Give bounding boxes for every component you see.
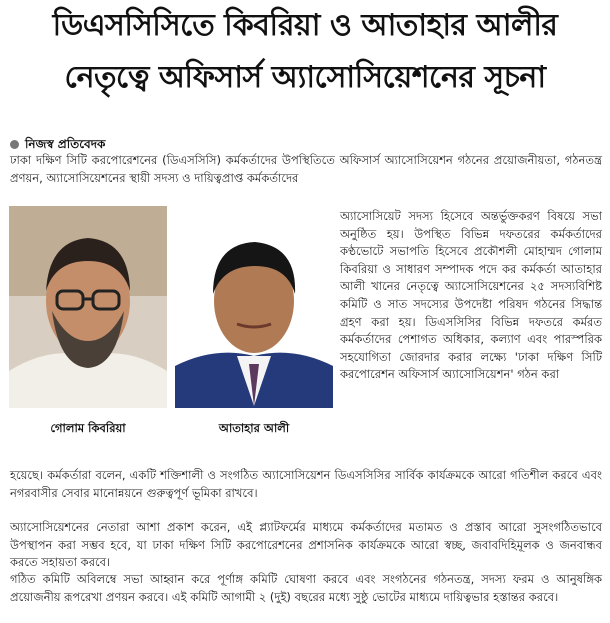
paragraph-intro: ঢাকা দক্ষিণ সিটি করপোরেশনের (ডিএসসিসি) কর্মকর্তাদের উপস্থিতিতে অফিসার্স অ্যাসোসিয়েশন গঠনের প্রয়োজনীয়তা, গঠনতন্ত্র প্রণয়ন, অ্যাসোসিয়েশনের স্থায়ী সদস্য ও দায়িত্বপ্রাপ্ত কর্মকর্তাদের <box>10 153 602 185</box>
paragraph-right-column: অ্যাসোসিয়েট সদস্য হিসেবে অন্তর্ভুক্তকরণ বিষয়ে সভা অনুষ্ঠিত হয়। উপস্থিত বিভিন্ন দফতরের কর্মকর্তাদের কণ্ঠভোটে সভাপতি হিসেবে প্রকৌশলী মোহাম্মদ গোলাম কিবরিয়া ও সাধারণ সম্পাদক পদে কর কর্মকর্তা আতাহার আলী খানের নেতৃত্বে অ্যাসোসিয়েশনের ২৫ সদস্যবিশিষ্ট কমিটি ও সাত সদস্যের উপদেষ্টা পরিষদ গঠনের সিদ্ধান্ত গ্রহণ করা হয়। ডিএসসিসির বিভিন্ন দফতরে কর্মরত কর্মকর্তাদের পেশাগত অধিকার, কল্যাণ এবং পারস্পরিক সহযোগিতা জোরদার করার লক্ষ্যে 'ঢাকা দক্ষিণ সিটি করপোরেশন অফিসার্স অ্যাসোসিয়েশন' গঠন করা <box>340 209 602 382</box>
bullet-icon <box>10 140 19 149</box>
headline-line-1: ডিএসসিসিতে কিবরিয়া ও আতাহার আলীর <box>52 8 558 43</box>
byline-text: নিজস্ব প্রতিবেদক <box>25 137 106 151</box>
caption-atahar: আতাহার আলী <box>218 421 290 435</box>
headline-line-2: নেতৃত্বে অফিসার্স অ্যাসোসিয়েশনের সূচনা <box>64 60 546 95</box>
photo-golam-kibria <box>9 206 167 408</box>
portrait-atahar-icon <box>175 206 333 408</box>
portrait-kibria-icon <box>9 206 167 408</box>
paragraph-leaders-hope: অ্যাসোসিয়েশনের নেতারা আশা প্রকাশ করেন, এই প্ল্যাটফর্মের মাধ্যমে কর্মকর্তাদের মতামত ও প্রস্তাব আরো সুসংগঠিতভাবে উপস্থাপন করা সম্ভব হবে, যা ঢাকা দক্ষিণ সিটি করপোরেশনের প্রশাসনিক কার্যক্রমকে আরো স্বচ্ছ, জবাবদিহিমূলক ও জনবান্ধব করতে সহায়তা করবে। <box>10 520 602 570</box>
caption-kibria: গোলাম কিবরিয়া <box>50 421 126 435</box>
paragraph-committee-plan: গঠিত কমিটি অবিলম্বে সভা আহ্বান করে পূর্ণাঙ্গ কমিটি ঘোষণা করবে এবং সংগঠনের গঠনতন্ত্র, সদস্য ফরম ও আনুষঙ্গিক প্রয়োজনীয় রূপরেখা প্রণয়ন করবে। এই কমিটি আগামী ২ (দুই) বছরের মধ্যে সুষ্ঠু ভোটের মাধ্যমে দায়িত্বভার হস্তান্তর করবে। <box>10 572 602 604</box>
paragraph-continuation: হয়েছে। কর্মকর্তারা বলেন, একটি শক্তিশালী ও সংগঠিত অ্যাসোসিয়েশন ডিএসসিসির সার্বিক কার্যক্রমকে আরো গতিশীল করবে এবং নগরবাসীর সেবার মানোন্নয়নে গুরুত্বপূর্ণ ভূমিকা রাখবে। <box>10 468 602 500</box>
photo-atahar-ali <box>175 206 333 408</box>
